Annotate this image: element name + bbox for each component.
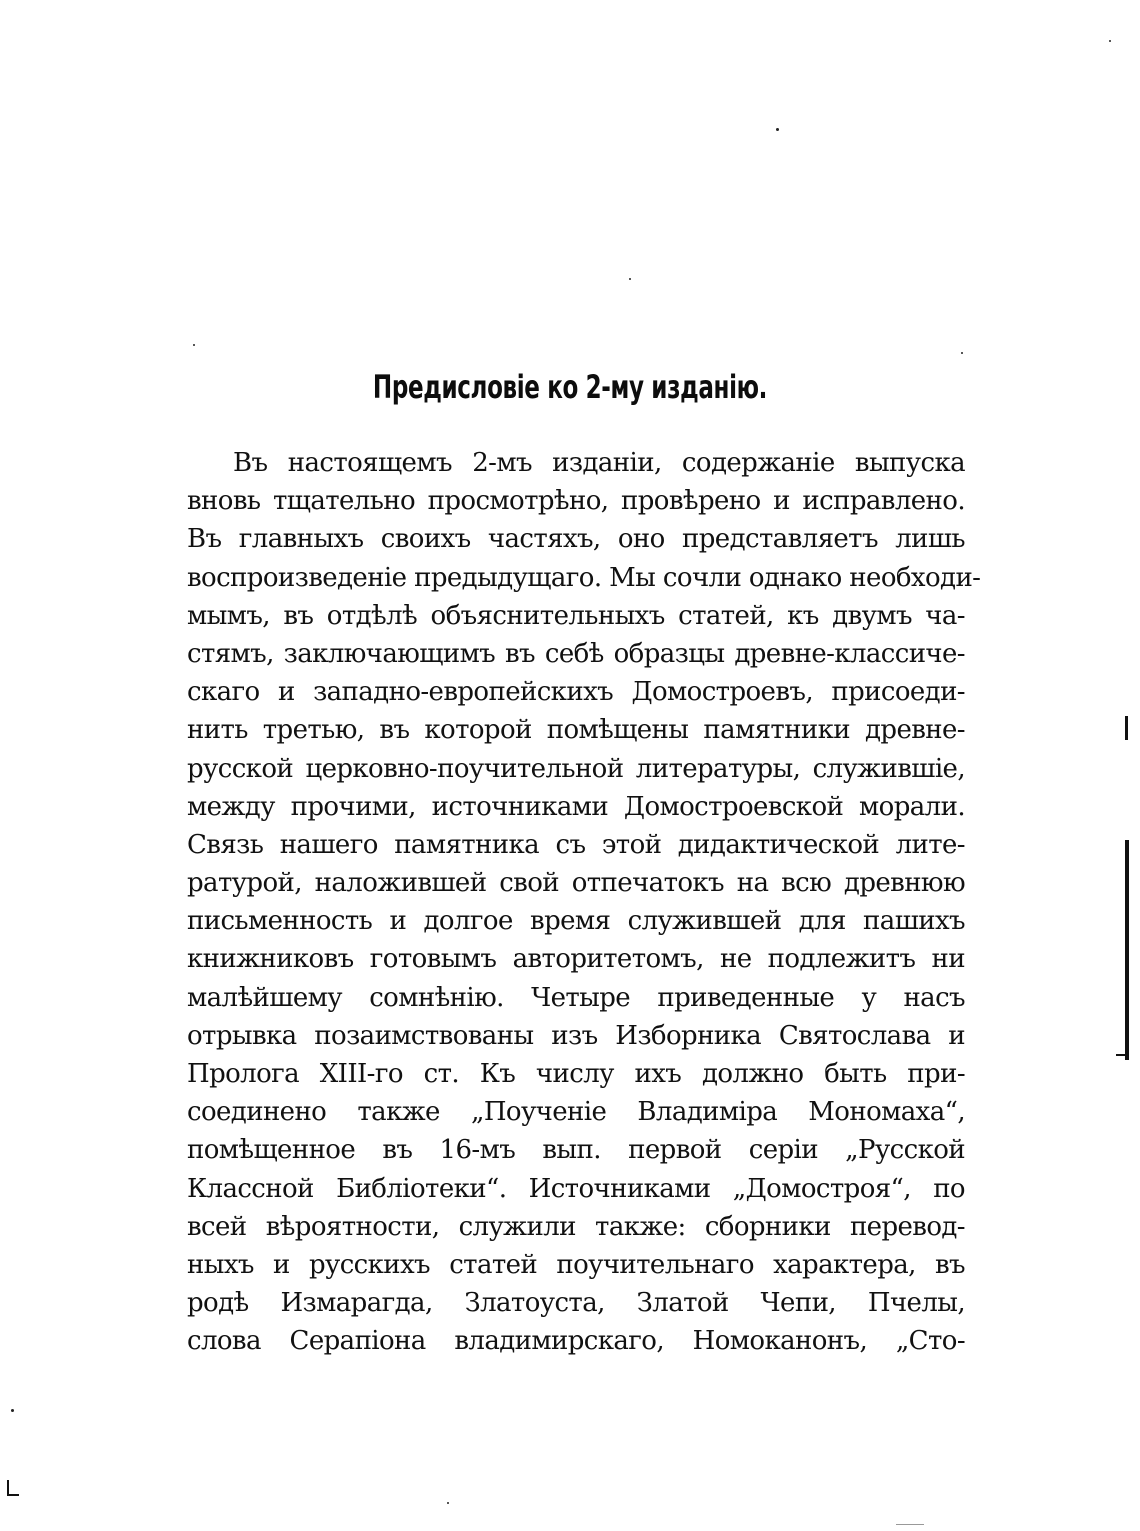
text-line: ратурой, наложившей свой отпечатокъ на всю древнюю xyxy=(187,868,965,899)
text-line: вновь тщательно просмотрѣно, провѣрено и исправлено. xyxy=(187,486,965,517)
scan-edge-mark xyxy=(896,1524,924,1525)
scan-speck xyxy=(776,128,779,131)
text-line: слова Серапіона владимирскаго, Номоканонъ, „Сто- xyxy=(187,1326,965,1357)
text-line: помѣщенное въ 16-мъ вып. первой серіи „Русской xyxy=(187,1135,965,1166)
preface-paragraph xyxy=(187,444,981,1361)
scan-edge-mark xyxy=(7,1494,19,1496)
scan-speck xyxy=(193,344,195,346)
page-title: Предисловіе ко 2-му изданію. xyxy=(372,368,768,406)
scan-speck xyxy=(11,1409,14,1412)
text-line: родѣ Измарагда, Златоуста, Златой Чепи, Пчелы, xyxy=(187,1288,965,1319)
text-line: ныхъ и русскихъ статей поучительнаго характера, въ xyxy=(187,1249,965,1280)
text-line: воспроизведеніе предыдущаго. Мы сочли однако необходи- xyxy=(187,562,981,593)
text-line: Пролога XIII-го ст. Къ числу ихъ должно быть при- xyxy=(187,1059,965,1089)
text-line: книжниковъ готовымъ авторитетомъ, не подлежитъ ни xyxy=(187,944,965,975)
text-line: между прочими, источниками Домостроевской морали. xyxy=(187,791,965,822)
text-line: всей вѣроятности, служили также: сборники перевод- xyxy=(187,1211,965,1242)
scan-speck xyxy=(1109,40,1111,42)
text-line: соединено также „Поученіе Владиміра Мономаха“, xyxy=(187,1097,965,1128)
scan-edge-mark xyxy=(1116,1054,1126,1056)
text-line: скаго и западно-европейскихъ Домостроевъ, присоеди- xyxy=(187,677,965,708)
text-line: Связь нашего памятника съ этой дидактической лите- xyxy=(187,829,965,860)
text-line: Классной Библіотеки“. Источниками „Домостроя“, по xyxy=(187,1173,965,1204)
text-line: малѣйшему сомнѣнію. Четыре приведенные у насъ xyxy=(187,982,965,1013)
scan-edge-mark xyxy=(1125,840,1129,1060)
text-line: русской церковно-поучительной литературы, служившіе, xyxy=(187,753,965,784)
text-line: нить третью, въ которой помѣщены памятники древне- xyxy=(187,715,965,746)
text-line: отрывка позаимствованы изъ Изборника Святослава и xyxy=(187,1020,965,1051)
text-line: стямъ, заключающимъ въ себѣ образцы древне-классиче- xyxy=(187,638,965,669)
scan-edge-mark xyxy=(1125,716,1128,740)
scan-speck xyxy=(629,278,631,280)
text-line: Въ главныхъ своихъ частяхъ, оно представляетъ лишь xyxy=(187,524,965,555)
scan-speck xyxy=(961,352,963,354)
text-line: Въ настоящемъ 2-мъ изданіи, содержаніе выпуска xyxy=(233,448,965,478)
text-line: мымъ, въ отдѣлѣ объяснительныхъ статей, къ двумъ ча- xyxy=(187,600,965,631)
text-line: письменность и долгое время служившей для пашихъ xyxy=(187,906,965,937)
scan-speck xyxy=(447,1502,449,1504)
